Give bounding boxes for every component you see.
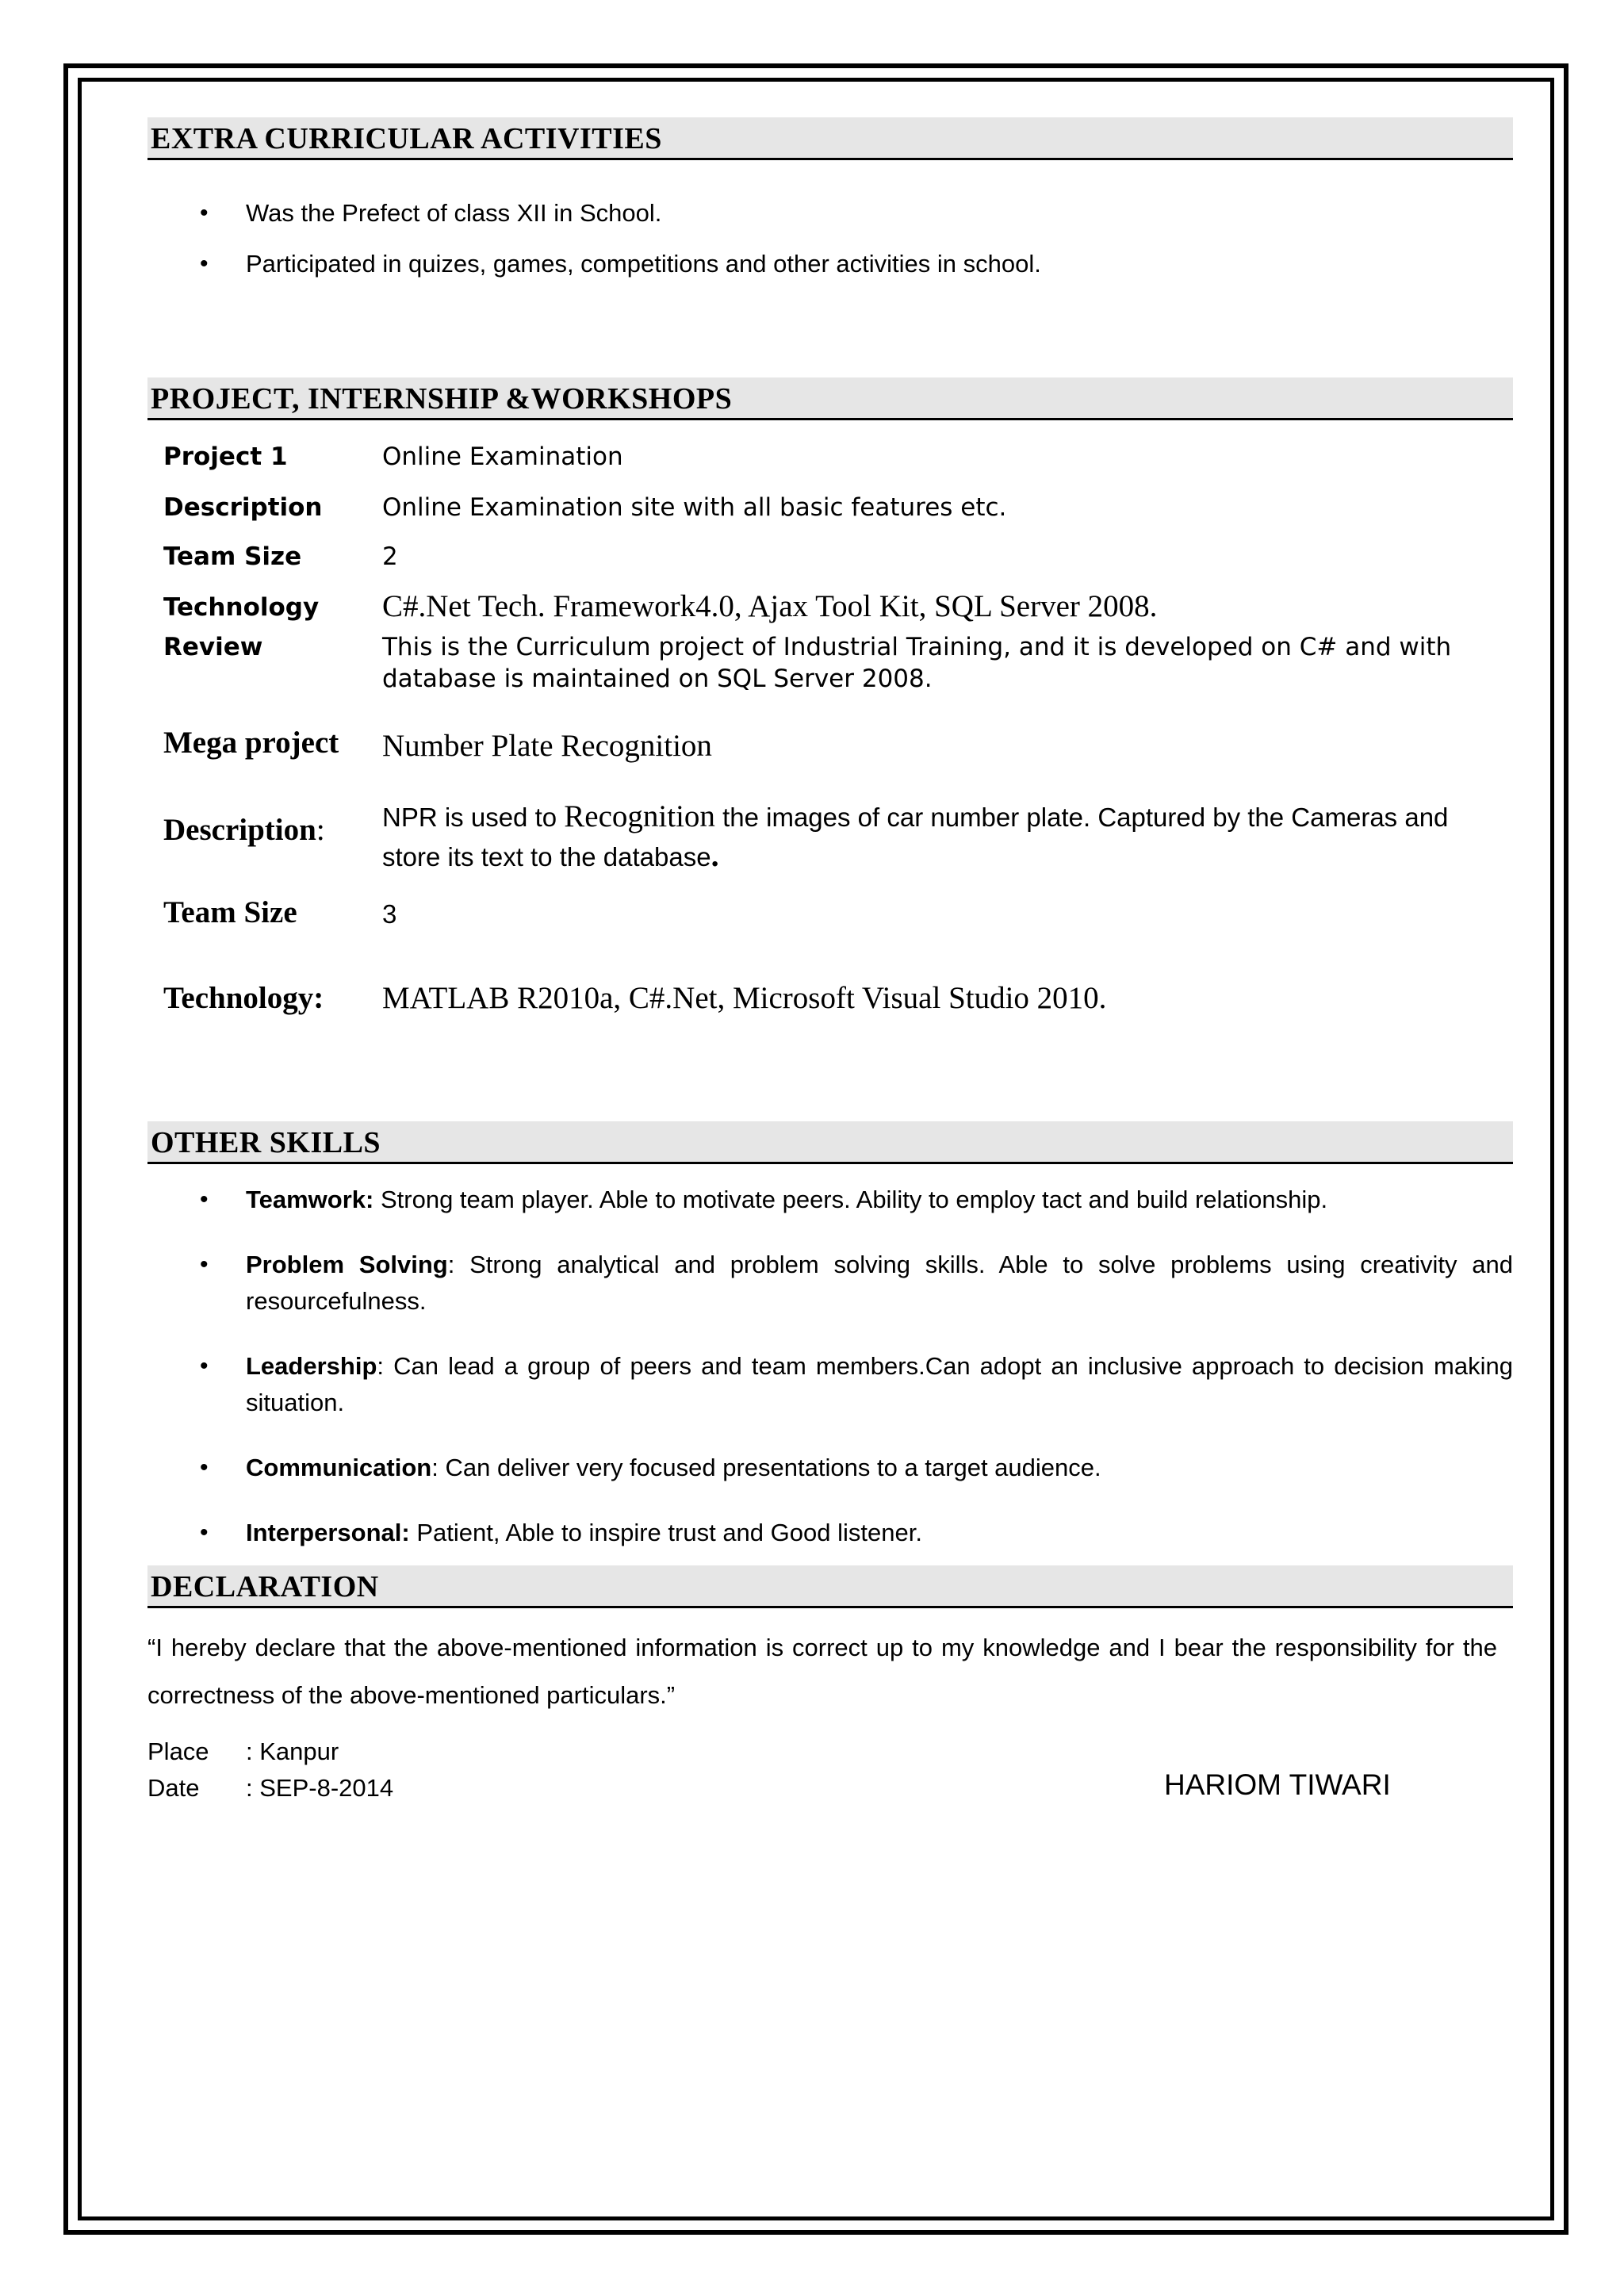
- mega-project: [147, 725, 1513, 1121]
- list-item: • Was the Prefect of class XII in School.: [147, 195, 1513, 246]
- project-value: Online Examination: [382, 443, 623, 471]
- skills-list: [147, 1182, 1513, 1551]
- review-value: This is the Curriculum project of Industrial Training, and it is developed on C# and with database is maintained on SQL Server 2008.: [382, 633, 1452, 693]
- project-label: Project 1: [163, 443, 288, 471]
- mega-description-value: NPR is used to Recognition the images of car number plate. Captured by the Cameras and store its text to the database.: [382, 799, 1449, 873]
- extra-curricular-heading: EXTRA CURRICULAR ACTIVITIES: [147, 117, 1513, 160]
- projects-heading: PROJECT, INTERNSHIP &WORKSHOPS: [147, 377, 1513, 420]
- mega-team-size-label: Team Size: [163, 895, 297, 929]
- bullet-icon: •: [200, 1519, 209, 1546]
- list-item: • Participated in quizes, games, competitions and other activities in school.: [147, 246, 1513, 282]
- project-1: [147, 420, 1513, 738]
- mega-project-label: Mega project: [163, 726, 339, 760]
- bullet-icon: •: [200, 1353, 209, 1379]
- mega-technology-value: MATLAB R2010a, C#.Net, Microsoft Visual Studio 2010.: [382, 981, 1107, 1015]
- other-skills-heading: OTHER SKILLS: [147, 1121, 1513, 1164]
- list-item: • Interpersonal: Patient, Able to inspire trust and Good listener.: [147, 1515, 1513, 1551]
- place-row: [147, 1734, 1513, 1770]
- review-label: Review: [163, 633, 263, 661]
- date-value: : SEP-8-2014: [246, 1774, 394, 1802]
- place-value: : Kanpur: [246, 1738, 339, 1765]
- team-size-value: 2: [382, 542, 398, 571]
- bullet-icon: •: [200, 1186, 209, 1213]
- mega-project-value: Number Plate Recognition: [382, 729, 712, 763]
- bullet-icon: •: [200, 251, 209, 277]
- declaration-heading: DECLARATION: [147, 1565, 1513, 1608]
- list-item: • Teamwork: Strong team player. Able to motivate peers. Ability to employ tact and build relationship.: [147, 1182, 1513, 1218]
- place-label: Place: [147, 1738, 209, 1765]
- date-label: Date: [147, 1774, 200, 1802]
- declaration-text: “I hereby declare that the above-mentioned information is correct up to my knowledge and I bear the responsibility for the correctness of the above-mentioned particulars.”: [147, 1634, 1497, 1709]
- date-row: [147, 1770, 1513, 1806]
- mega-description-label: Description:: [163, 813, 325, 847]
- list-item: • Problem Solving: Strong analytical and problem solving skills. Able to solve problems using creativity and resourcefulness.: [147, 1247, 1513, 1320]
- signature-name: HARIOM TIWARI: [1164, 1768, 1391, 1801]
- mega-technology-label: Technology:: [163, 981, 324, 1015]
- team-size-label: Team Size: [163, 542, 302, 571]
- place-date-block: [147, 1734, 1513, 1813]
- extra-curricular-list: [147, 195, 1513, 282]
- technology-value: C#.Net Tech. Framework4.0, Ajax Tool Kit, SQL Server 2008.: [382, 589, 1158, 623]
- bullet-icon: •: [200, 1454, 209, 1481]
- bullet-icon: •: [200, 1251, 209, 1278]
- description-value: Online Examination site with all basic features etc.: [382, 493, 1007, 522]
- bullet-icon: •: [200, 200, 209, 226]
- list-item: • Leadership: Can lead a group of peers and team members.Can adopt an inclusive approach to decision making situation.: [147, 1348, 1513, 1421]
- mega-team-size-value: 3: [382, 899, 397, 929]
- description-label: Description: [163, 493, 323, 522]
- technology-label: Technology: [163, 593, 320, 622]
- list-item: • Communication: Can deliver very focused presentations to a target audience.: [147, 1450, 1513, 1486]
- resume-content: [147, 117, 1513, 1813]
